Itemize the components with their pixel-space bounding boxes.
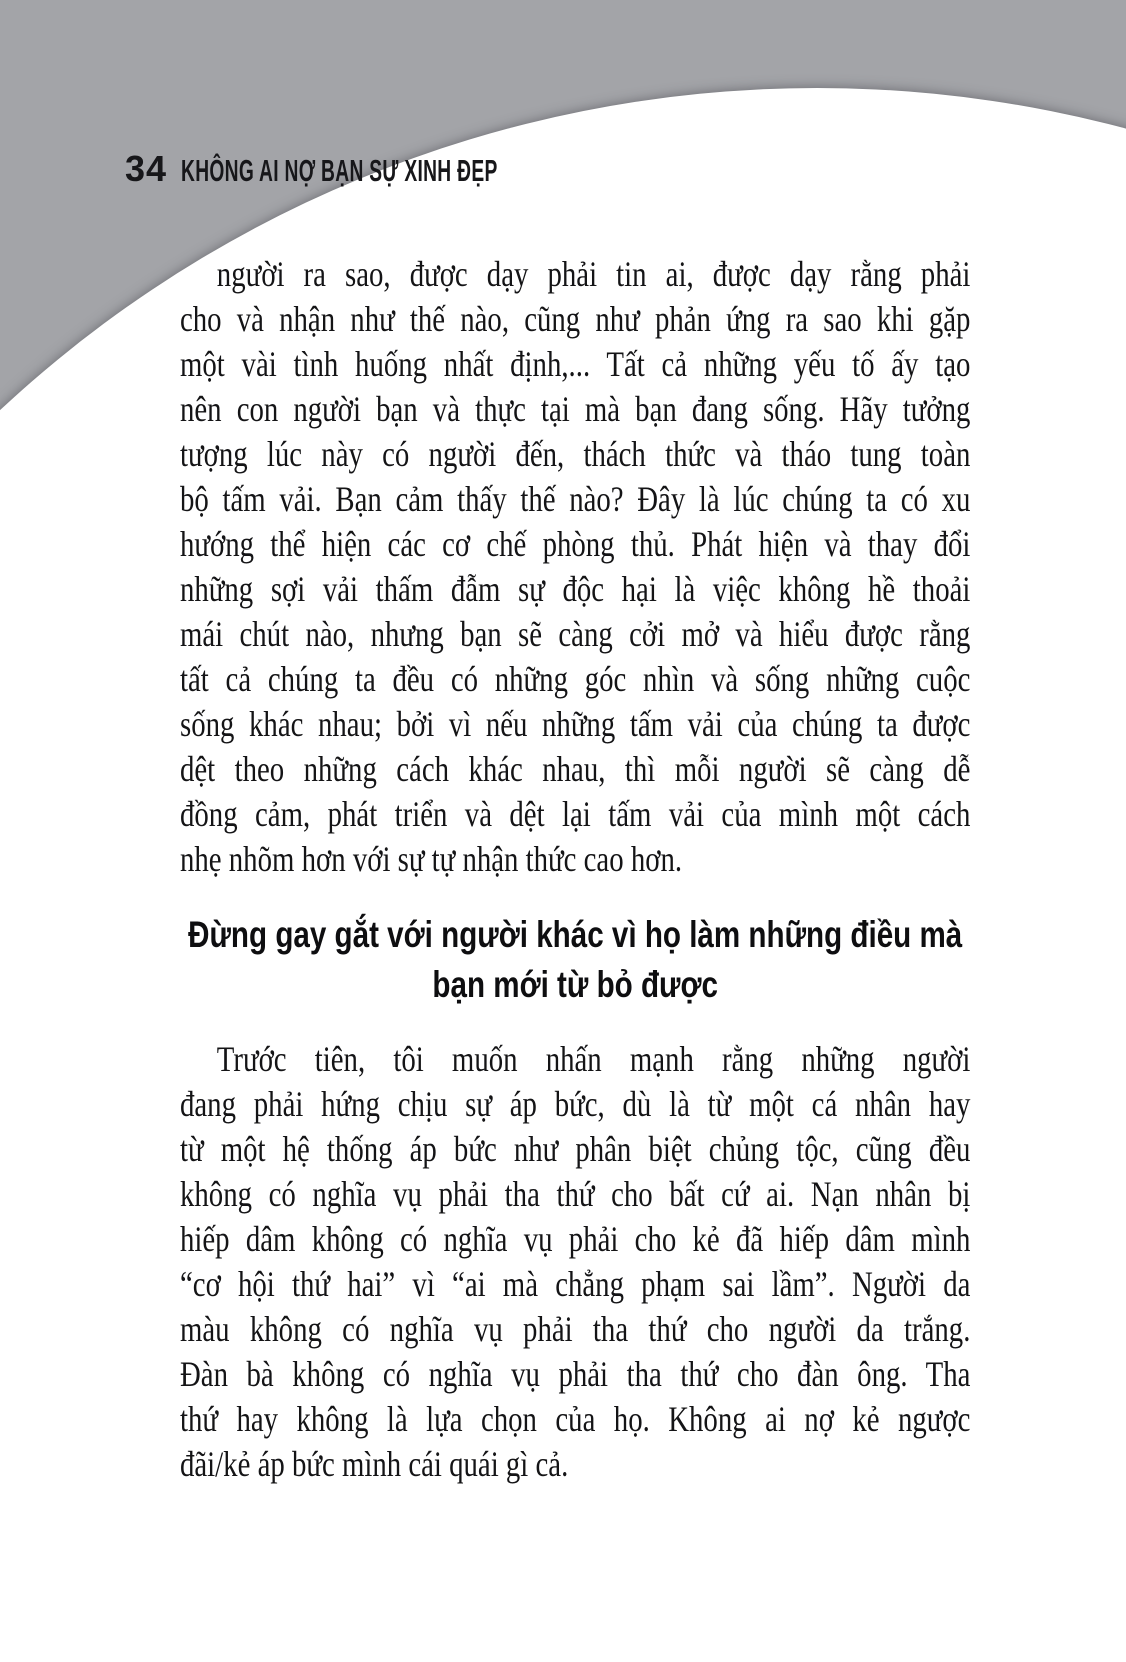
page-header xyxy=(125,148,692,190)
paragraph-2-line: Đàn bà không có nghĩa vụ phải tha thứ cho đàn ông. Tha xyxy=(180,1354,971,1394)
paragraph-2-line: màu không có nghĩa vụ phải tha thứ cho người da trắng. xyxy=(180,1309,971,1349)
section-heading xyxy=(180,910,970,1010)
paragraph-1-line: người ra sao, được dạy phải tin ai, được dạy rằng phải xyxy=(216,254,971,294)
paragraph-1-line: hướng thể hiện các cơ chế phòng thủ. Phát hiện và thay đổi xyxy=(180,524,971,564)
section-heading-line: bạn mới từ bỏ được xyxy=(432,964,718,1005)
paragraph-2-line: đãi/kẻ áp bức mình cái quái gì cả. xyxy=(180,1444,569,1484)
paragraph-1-line: cho và nhận như thế nào, cũng như phản ứng ra sao khi gặp xyxy=(180,299,971,339)
paragraph-2-line: đang phải hứng chịu sự áp bức, dù là từ một cá nhân hay xyxy=(180,1084,971,1124)
paragraph-1 xyxy=(180,252,970,882)
section-heading-line: Đừng gay gắt với người khác vì họ làm những điều mà xyxy=(188,914,963,955)
paragraph-1-line: nên con người bạn và thực tại mà bạn đang sống. Hãy tưởng xyxy=(180,389,971,429)
paragraph-1-line: dệt theo những cách khác nhau, thì mỗi người sẽ càng dễ xyxy=(180,749,971,789)
paragraph-1-line: đồng cảm, phát triển và dệt lại tấm vải của mình một cách xyxy=(180,794,971,834)
paragraph-2 xyxy=(180,1037,970,1487)
running-title: KHÔNG AI NỢ BẠN SỰ XINH ĐẸP xyxy=(181,153,498,188)
paragraph-1-line: tượng lúc này có người đến, thách thức và tháo tung toàn xyxy=(180,434,971,474)
paragraph-2-line: thứ hay không là lựa chọn của họ. Không ai nợ kẻ ngược xyxy=(180,1399,971,1439)
paragraph-1-line: một vài tình huống nhất định,... Tất cả những yếu tố ấy tạo xyxy=(180,344,971,384)
paragraph-2-line: Trước tiên, tôi muốn nhấn mạnh rằng những người xyxy=(216,1039,971,1079)
paragraph-2-line: “cơ hội thứ hai” vì “ai mà chẳng phạm sai lầm”. Người da xyxy=(180,1264,971,1304)
paragraph-1-line: mái chút nào, nhưng bạn sẽ càng cởi mở và hiểu được rằng xyxy=(180,614,971,654)
paragraph-2-line: từ một hệ thống áp bức như phân biệt chủng tộc, cũng đều xyxy=(180,1129,971,1169)
paragraph-1-line: bộ tấm vải. Bạn cảm thấy thế nào? Đây là lúc chúng ta có xu xyxy=(180,479,971,519)
text-column xyxy=(180,252,970,1487)
paragraph-1-line: nhẹ nhõm hơn với sự tự nhận thức cao hơn. xyxy=(180,839,683,879)
paragraph-1-line: tất cả chúng ta đều có những góc nhìn và sống những cuộc xyxy=(180,659,971,699)
paragraph-1-line: những sợi vải thấm đẫm sự độc hại là việc không hề thoải xyxy=(180,569,971,609)
paragraph-2-line: hiếp dâm không có nghĩa vụ phải cho kẻ đã hiếp dâm mình xyxy=(180,1219,971,1259)
page-number: 34 xyxy=(125,148,168,189)
paragraph-1-line: sống khác nhau; bởi vì nếu những tấm vải của chúng ta được xyxy=(180,704,971,744)
paragraph-2-line: không có nghĩa vụ phải tha thứ cho bất cứ ai. Nạn nhân bị xyxy=(180,1174,971,1214)
